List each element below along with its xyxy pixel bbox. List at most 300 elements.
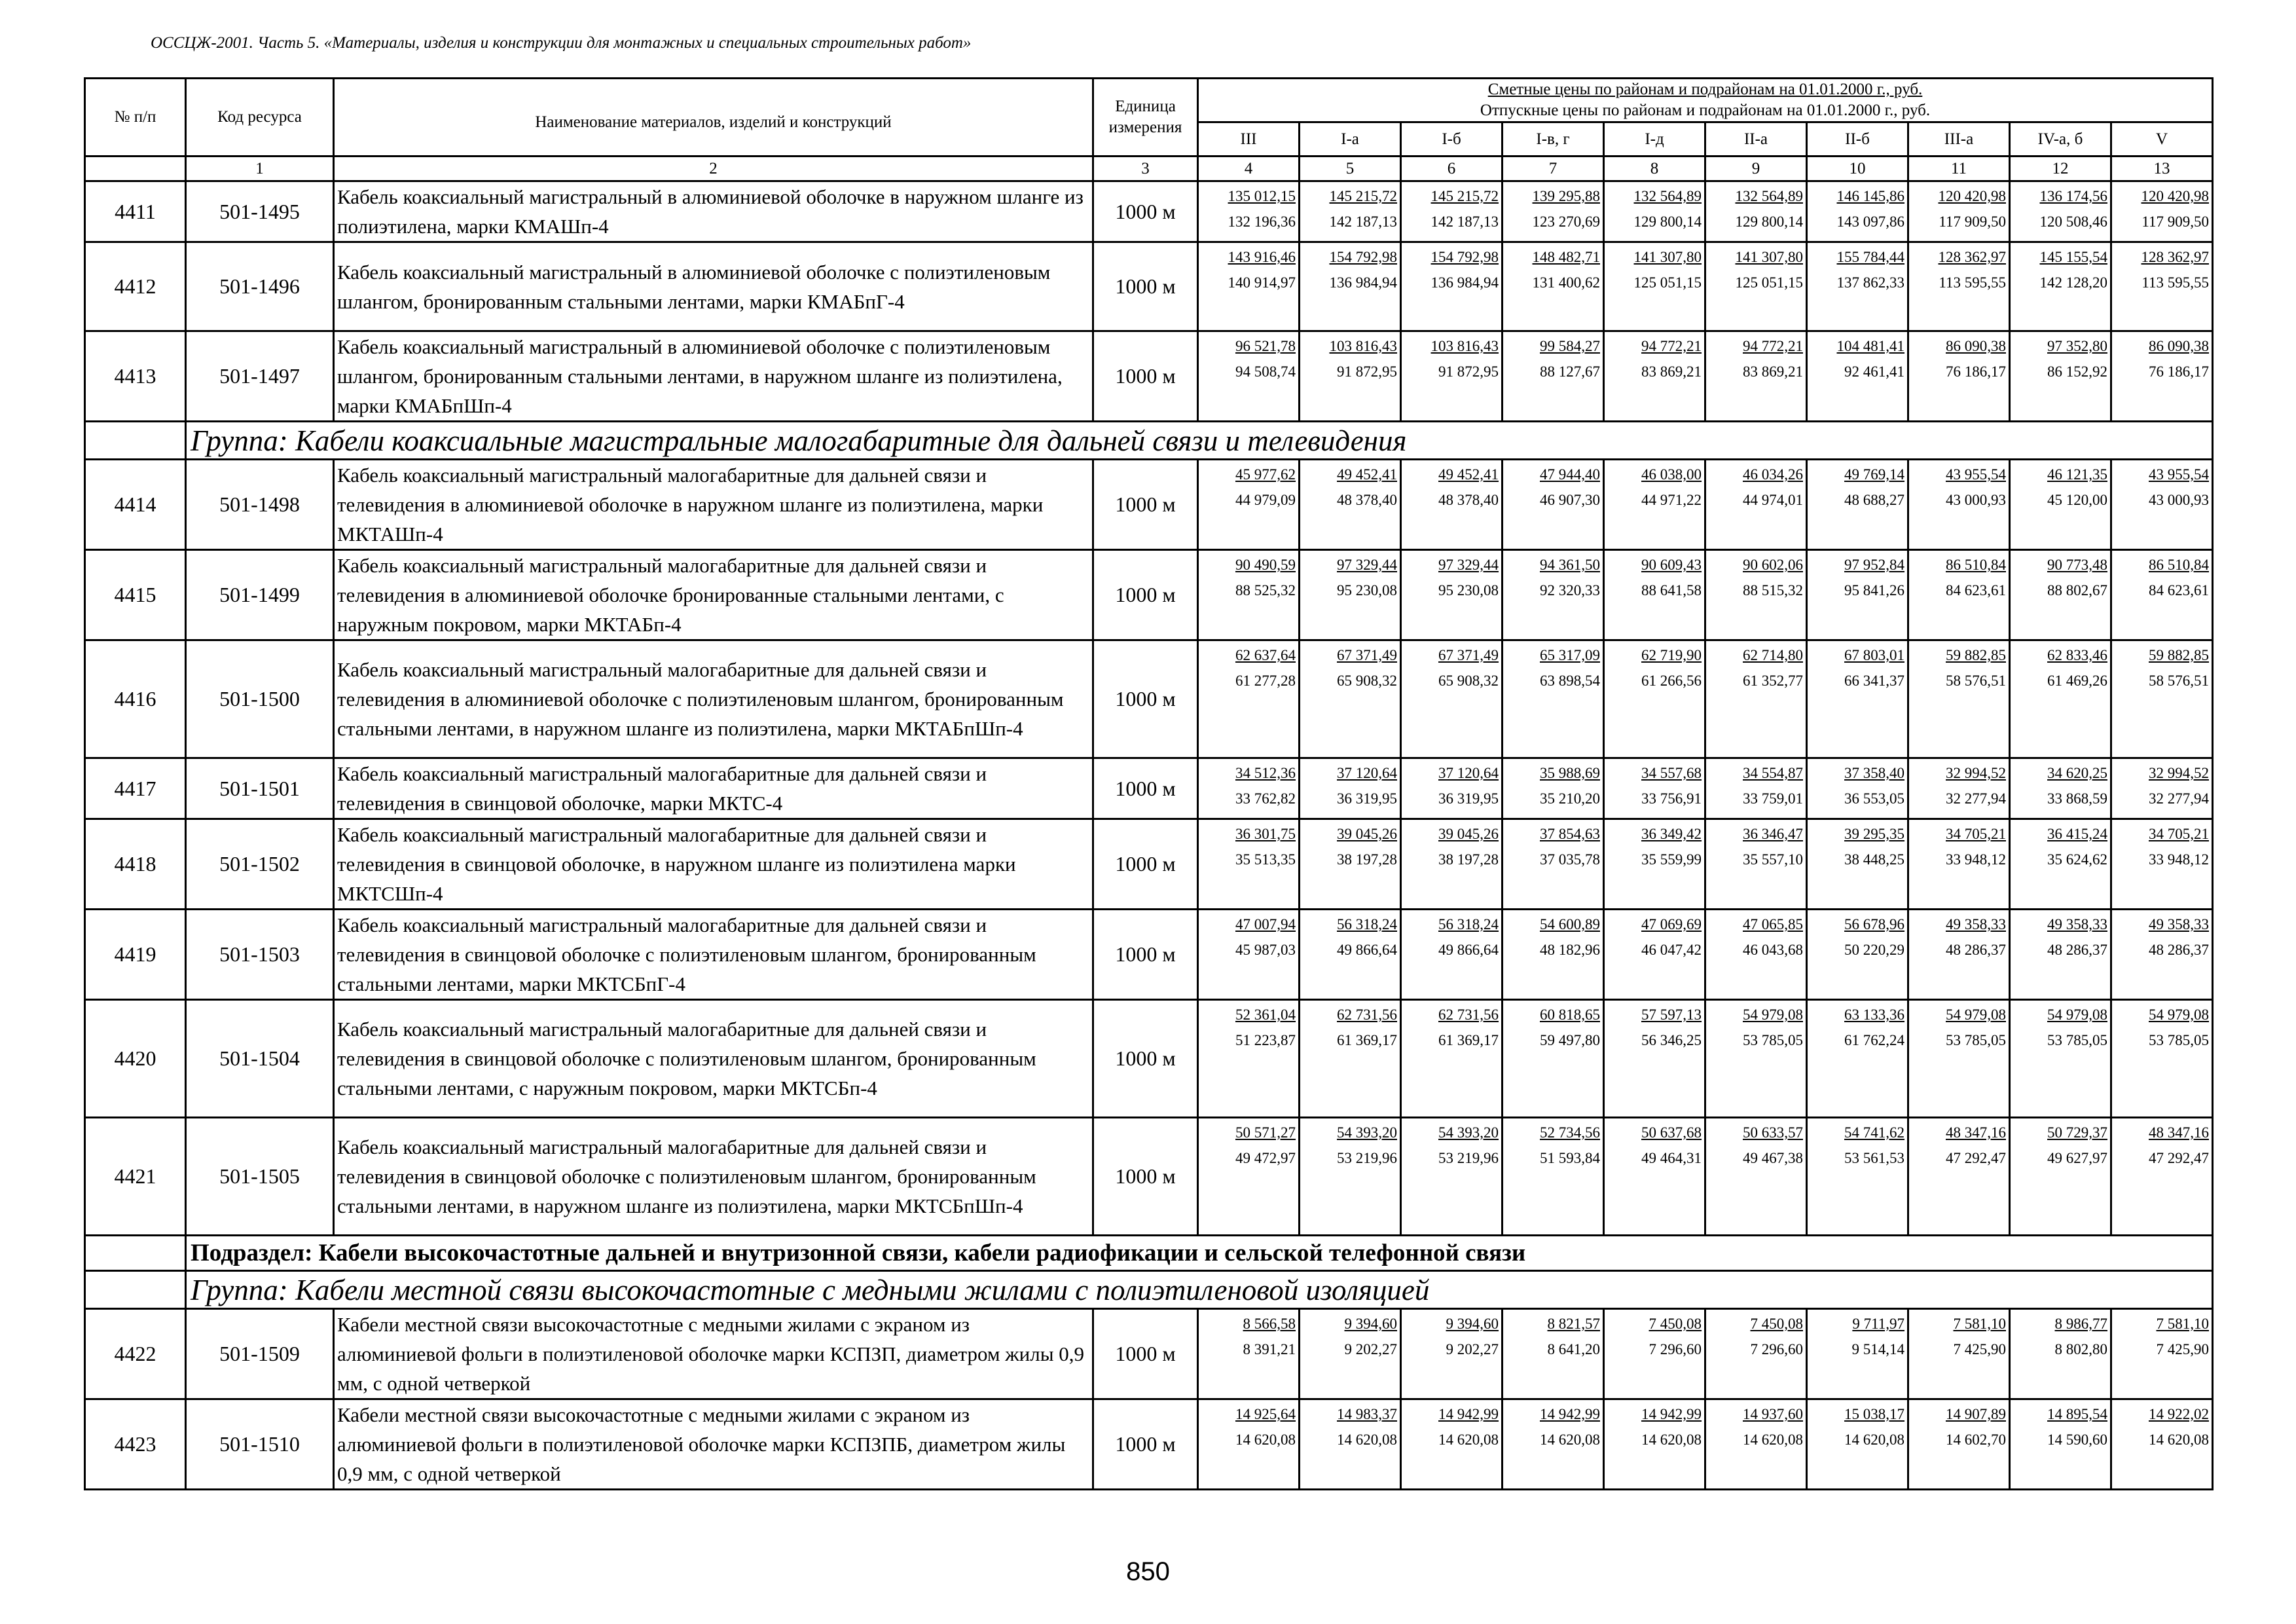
estimate-price: 54 979,08 [1946,1006,2006,1023]
empty-cell [85,1236,186,1271]
release-price: 50 220,29 [1844,942,1904,958]
estimate-price: 36 301,75 [1235,826,1296,842]
release-price: 14 620,08 [1337,1431,1397,1448]
estimate-price: 154 792,98 [1430,249,1499,265]
price-cell [1503,640,1604,758]
release-price: 76 186,17 [2149,363,2210,380]
price-cell [1300,331,1401,422]
header-column-number: 1 [186,157,334,181]
price-cell [1705,910,1807,1000]
estimate-price: 52 361,04 [1235,1006,1296,1023]
price-cell [1807,242,1908,331]
release-price: 44 979,09 [1235,492,1296,508]
price-cell [1908,331,2010,422]
estimate-price: 8 821,57 [1547,1316,1600,1332]
estimate-price: 14 937,60 [1743,1406,1803,1422]
estimate-price: 47 007,94 [1235,916,1296,932]
unit-of-measure: 1000 м [1093,550,1198,640]
resource-code: 501-1497 [186,331,334,422]
price-cell [2111,331,2213,422]
release-price: 53 219,96 [1337,1150,1397,1166]
material-name: Кабель коаксиальный магистральный в алюминиевой оболочке с полиэтиленовым шлангом, бронированным стальными лентами, марки КМАБпГ-4 [334,242,1093,331]
row-number: 4414 [85,460,186,550]
release-price: 35 559,99 [1641,851,1702,868]
estimate-price: 59 882,85 [2149,647,2210,663]
price-cell [2111,819,2213,910]
unit-of-measure: 1000 м [1093,640,1198,758]
price-cell [1198,331,1300,422]
price-cell [1401,242,1503,331]
price-cell [1604,1118,1705,1236]
group-row [85,1271,2213,1309]
release-price: 84 623,61 [1946,582,2006,599]
estimate-price: 62 637,64 [1235,647,1296,663]
price-cell [1604,331,1705,422]
header-district: IV-а, б [2010,122,2111,157]
price-cell [2010,181,2111,242]
release-price: 38 448,25 [1844,851,1904,868]
price-cell [1604,1399,1705,1490]
price-cell [1401,181,1503,242]
release-price: 91 872,95 [1438,363,1499,380]
row-number: 4420 [85,1000,186,1118]
resource-code: 501-1505 [186,1118,334,1236]
price-cell [1705,181,1807,242]
unit-of-measure: 1000 м [1093,1309,1198,1399]
price-cell [1807,640,1908,758]
estimate-price: 34 554,87 [1743,765,1803,781]
price-cell [1503,1118,1604,1236]
header-column-number: 7 [1503,157,1604,181]
header-unit: Единица измерения [1093,79,1198,157]
price-cell [1401,331,1503,422]
release-price: 14 620,08 [1743,1431,1803,1448]
release-price: 14 620,08 [2149,1431,2210,1448]
release-price: 14 620,08 [1641,1431,1702,1448]
estimate-price: 132 564,89 [1633,188,1702,204]
row-number: 4419 [85,910,186,1000]
estimate-price: 54 741,62 [1844,1124,1904,1141]
release-price: 48 688,27 [1844,492,1904,508]
estimate-price: 14 925,64 [1235,1406,1296,1422]
material-name: Кабель коаксиальный магистральный малогабаритные для дальней связи и телевидения в алюминиевой оболочке в наружном шланге из полиэтилена, марки МКТАШп-4 [334,460,1093,550]
price-cell [2111,640,2213,758]
price-cell [1604,640,1705,758]
estimate-price: 39 295,35 [1844,826,1904,842]
estimate-price: 7 581,10 [1953,1316,2006,1332]
price-cell [1705,1118,1807,1236]
estimate-price: 34 557,68 [1641,765,1702,781]
release-price: 53 785,05 [2149,1032,2210,1048]
group-row [85,422,2213,460]
price-cell [1807,1309,1908,1399]
release-price: 9 514,14 [1851,1341,1904,1357]
header-prices [1198,79,2213,122]
release-price: 49 467,38 [1743,1150,1803,1166]
release-price: 38 197,28 [1337,851,1397,868]
header-name: Наименование материалов, изделий и конструкций [334,79,1093,157]
release-price: 140 914,97 [1228,274,1296,291]
release-price: 36 553,05 [1844,790,1904,807]
price-cell [1503,242,1604,331]
release-price: 143 097,86 [1836,213,1904,230]
price-cell [1908,460,2010,550]
estimate-price: 90 602,06 [1743,557,1803,573]
material-name: Кабель коаксиальный магистральный малогабаритные для дальней связи и телевидения в свинцовой оболочке с полиэтиленовым шлангом, бронированным стальными лентами, в наружном шланге из полиэтилена, марки МКТСБпШп-4 [334,1118,1093,1236]
unit-of-measure: 1000 м [1093,819,1198,910]
header-district: I-б [1401,122,1503,157]
release-price: 136 984,94 [1430,274,1499,291]
estimate-price: 128 362,97 [2141,249,2210,265]
row-number: 4412 [85,242,186,331]
release-price: 113 595,55 [2141,274,2210,291]
price-cell [1198,819,1300,910]
header-district: I-д [1604,122,1705,157]
price-cell [1503,910,1604,1000]
header-npp: № п/п [85,79,186,157]
estimate-price: 50 633,57 [1743,1124,1803,1141]
price-cell [1198,1118,1300,1236]
price-cell [2010,819,2111,910]
release-price: 88 525,32 [1235,582,1296,599]
price-cell [1300,242,1401,331]
estimate-price: 15 038,17 [1844,1406,1904,1422]
price-cell [2010,1309,2111,1399]
price-cell [2111,758,2213,819]
release-price: 48 378,40 [1438,492,1499,508]
release-price: 95 230,08 [1337,582,1397,599]
release-price: 95 841,26 [1844,582,1904,599]
price-cell [1503,1000,1604,1118]
estimate-price: 49 452,41 [1438,466,1499,483]
price-cell [1198,181,1300,242]
release-price: 125 051,15 [1633,274,1702,291]
estimate-price: 67 803,01 [1844,647,1904,663]
release-price: 48 378,40 [1337,492,1397,508]
price-cell [2010,910,2111,1000]
estimate-price: 97 952,84 [1844,557,1904,573]
estimate-price: 34 512,36 [1235,765,1296,781]
page-number: 850 [1126,1557,1170,1586]
price-cell [1807,460,1908,550]
estimate-price: 47 065,85 [1743,916,1803,932]
release-price: 14 620,08 [1438,1431,1499,1448]
row-number: 4422 [85,1309,186,1399]
estimate-price: 57 597,13 [1641,1006,1702,1023]
estimate-price: 37 358,40 [1844,765,1904,781]
price-cell [1198,460,1300,550]
release-price: 61 352,77 [1743,673,1803,689]
release-price: 61 762,24 [1844,1032,1904,1048]
price-cell [2010,1000,2111,1118]
price-cell [1604,819,1705,910]
material-name: Кабели местной связи высокочастотные с медными жилами с экраном из алюминиевой фольги в полиэтиленовой оболочке марки КСПЗП, диаметром жилы 0,9 мм, с одной четверкой [334,1309,1093,1399]
table-row [85,1118,2213,1236]
estimate-price: 14 922,02 [2149,1406,2210,1422]
table-row [85,640,2213,758]
price-cell [1604,181,1705,242]
estimate-price: 46 038,00 [1641,466,1702,483]
estimate-price: 62 731,56 [1438,1006,1499,1023]
estimate-price: 65 317,09 [1540,647,1600,663]
release-price: 43 000,93 [1946,492,2006,508]
price-cell [1198,550,1300,640]
estimate-price: 56 678,96 [1844,916,1904,932]
price-cell [1503,550,1604,640]
estimate-price: 32 994,52 [2149,765,2210,781]
price-cell [1705,242,1807,331]
estimate-price: 145 215,72 [1329,188,1397,204]
release-price: 35 557,10 [1743,851,1803,868]
table-row [85,181,2213,242]
estimate-price: 37 854,63 [1540,826,1600,842]
release-price: 45 987,03 [1235,942,1296,958]
resource-code: 501-1504 [186,1000,334,1118]
price-cell [2111,181,2213,242]
estimate-price: 97 329,44 [1438,557,1499,573]
price-cell [2010,1399,2111,1490]
estimate-price: 34 705,21 [1946,826,2006,842]
resource-code: 501-1495 [186,181,334,242]
price-cell [1807,1399,1908,1490]
release-price: 88 802,67 [2047,582,2107,599]
release-price: 88 127,67 [1540,363,1600,380]
estimate-price: 136 174,56 [2039,188,2107,204]
release-price: 53 785,05 [2047,1032,2107,1048]
estimate-price: 148 482,71 [1532,249,1600,265]
release-price: 58 576,51 [2149,673,2210,689]
row-number: 4421 [85,1118,186,1236]
price-cell [1807,910,1908,1000]
release-price: 59 497,80 [1540,1032,1600,1048]
price-cell [1198,242,1300,331]
header-column-number: 9 [1705,157,1807,181]
material-name: Кабель коаксиальный магистральный малогабаритные для дальней связи и телевидения в свинцовой оболочке, в наружном шланге из полиэтилена марки МКТСШп-4 [334,819,1093,910]
price-cell [1604,910,1705,1000]
release-price: 61 369,17 [1337,1032,1397,1048]
header-district: II-а [1705,122,1807,157]
table-row [85,242,2213,331]
resource-code: 501-1502 [186,819,334,910]
estimate-price: 37 120,64 [1337,765,1397,781]
release-price: 48 286,37 [2149,942,2210,958]
release-price: 33 759,01 [1743,790,1803,807]
price-cell [1300,1399,1401,1490]
estimate-price: 48 347,16 [1946,1124,2006,1141]
release-price: 45 120,00 [2047,492,2107,508]
release-price: 58 576,51 [1946,673,2006,689]
price-cell [1807,550,1908,640]
table-row [85,550,2213,640]
estimate-price: 54 979,08 [2047,1006,2107,1023]
estimate-price: 50 729,37 [2047,1124,2107,1141]
price-cell [1705,331,1807,422]
header-column-number: 5 [1300,157,1401,181]
price-cell [1705,550,1807,640]
release-price: 88 641,58 [1641,582,1702,599]
header-column-number: 6 [1401,157,1503,181]
estimate-price: 45 977,62 [1235,466,1296,483]
estimate-price: 7 450,08 [1649,1316,1702,1332]
material-name: Кабель коаксиальный магистральный в алюминиевой оболочке с полиэтиленовым шлангом, бронированным стальными лентами, в наружном шланге из полиэтилена, марки КМАБпШп-4 [334,331,1093,422]
estimate-price: 43 955,54 [2149,466,2210,483]
release-price: 8 641,20 [1547,1341,1600,1357]
material-name: Кабель коаксиальный магистральный малогабаритные для дальней связи и телевидения в свинцовой оболочке с полиэтиленовым шлангом, бронированным стальными лентами, с наружным покровом, марки МКТСБп-4 [334,1000,1093,1118]
price-cell [2010,460,2111,550]
table-row [85,819,2213,910]
price-cell [1705,1309,1807,1399]
price-cell [1604,460,1705,550]
estimate-price: 54 979,08 [2149,1006,2210,1023]
estimate-price: 97 352,80 [2047,338,2107,354]
table-row [85,331,2213,422]
price-cell [1705,1399,1807,1490]
release-price: 61 369,17 [1438,1032,1499,1048]
release-price: 33 762,82 [1235,790,1296,807]
estimate-price: 132 564,89 [1735,188,1803,204]
price-cell [1908,640,2010,758]
release-price: 35 210,20 [1540,790,1600,807]
estimate-price: 128 362,97 [1938,249,2006,265]
release-price: 91 872,95 [1337,363,1397,380]
price-cell [1300,1000,1401,1118]
release-price: 14 602,70 [1946,1431,2006,1448]
release-price: 88 515,32 [1743,582,1803,599]
estimate-price: 141 307,80 [1735,249,1803,265]
estimate-price: 7 581,10 [2156,1316,2210,1332]
price-cell [2010,242,2111,331]
price-cell [1807,1000,1908,1118]
estimate-price: 39 045,26 [1337,826,1397,842]
estimate-price: 32 994,52 [1946,765,2006,781]
estimate-price: 86 090,38 [1946,338,2006,354]
release-price: 49 472,97 [1235,1150,1296,1166]
release-price: 142 187,13 [1329,213,1397,230]
estimate-price: 135 012,15 [1228,188,1296,204]
release-price: 8 802,80 [2054,1341,2107,1357]
unit-of-measure: 1000 м [1093,460,1198,550]
price-cell [1705,758,1807,819]
release-price: 129 800,14 [1633,213,1702,230]
estimate-price: 54 979,08 [1743,1006,1803,1023]
resource-code: 501-1499 [186,550,334,640]
unit-of-measure: 1000 м [1093,1399,1198,1490]
price-cell [1401,640,1503,758]
subsection-heading: Подраздел: Кабели высокочастотные дальней и внутризонной связи, кабели радиофикации и сельской телефонной связи [186,1236,2213,1271]
price-cell [1300,640,1401,758]
release-price: 53 219,96 [1438,1150,1499,1166]
release-price: 8 391,21 [1243,1341,1296,1357]
release-price: 32 277,94 [1946,790,2006,807]
header-column-number: 8 [1604,157,1705,181]
estimate-price: 35 988,69 [1540,765,1600,781]
estimate-price: 62 719,90 [1641,647,1702,663]
estimate-price: 94 772,21 [1743,338,1803,354]
release-price: 117 909,50 [2141,213,2210,230]
release-price: 63 898,54 [1540,673,1600,689]
resource-code: 501-1509 [186,1309,334,1399]
table-row [85,1309,2213,1399]
release-price: 14 620,08 [1540,1431,1600,1448]
price-cell [1807,1118,1908,1236]
price-cell [1401,460,1503,550]
estimate-price: 48 347,16 [2149,1124,2210,1141]
header-district: III [1198,122,1300,157]
estimate-price: 120 420,98 [2141,188,2210,204]
estimate-price: 146 145,86 [1836,188,1904,204]
release-price: 48 286,37 [1946,942,2006,958]
price-cell [1300,819,1401,910]
document-running-header: ОССЦЖ-2001. Часть 5. «Материалы, изделия и конструкции для монтажных и специальных строительных работ» [151,34,972,52]
resource-code: 501-1496 [186,242,334,331]
release-price: 66 341,37 [1844,673,1904,689]
estimate-price: 14 942,99 [1438,1406,1499,1422]
release-price: 137 862,33 [1836,274,1904,291]
header-column-number: 4 [1198,157,1300,181]
unit-of-measure: 1000 м [1093,910,1198,1000]
release-price: 51 593,84 [1540,1150,1600,1166]
unit-of-measure: 1000 м [1093,242,1198,331]
price-cell [2111,1399,2213,1490]
estimate-price: 63 133,36 [1844,1006,1904,1023]
estimate-price: 120 420,98 [1938,188,2006,204]
release-price: 35 513,35 [1235,851,1296,868]
release-price: 44 971,22 [1641,492,1702,508]
subsection-row [85,1236,2213,1271]
estimate-price: 54 600,89 [1540,916,1600,932]
release-price: 46 043,68 [1743,942,1803,958]
estimate-price: 36 349,42 [1641,826,1702,842]
price-cell [2010,550,2111,640]
release-price: 9 202,27 [1344,1341,1397,1357]
estimate-price: 90 773,48 [2047,557,2107,573]
release-price: 7 425,90 [2156,1341,2210,1357]
estimate-price: 52 734,56 [1540,1124,1600,1141]
estimate-price: 99 584,27 [1540,338,1600,354]
estimate-price: 155 784,44 [1836,249,1904,265]
row-number: 4416 [85,640,186,758]
price-cell [1300,181,1401,242]
release-price: 142 128,20 [2039,274,2107,291]
price-cell [1401,1000,1503,1118]
price-cell [1198,910,1300,1000]
release-price: 7 425,90 [1953,1341,2006,1357]
estimate-price: 36 415,24 [2047,826,2107,842]
price-cell [1503,181,1604,242]
price-cell [1908,910,2010,1000]
release-price: 92 461,41 [1844,363,1904,380]
estimate-price: 62 714,80 [1743,647,1803,663]
price-cell [1604,242,1705,331]
release-price: 125 051,15 [1735,274,1803,291]
estimate-price: 49 769,14 [1844,466,1904,483]
estimate-price: 90 609,43 [1641,557,1702,573]
release-price: 33 948,12 [1946,851,2006,868]
unit-of-measure: 1000 м [1093,1000,1198,1118]
release-price: 47 292,47 [1946,1150,2006,1166]
estimate-price: 50 637,68 [1641,1124,1702,1141]
release-price: 83 869,21 [1641,363,1702,380]
material-name: Кабель коаксиальный магистральный малогабаритные для дальней связи и телевидения в алюминиевой оболочке с полиэтиленовым шлангом, бронированным стальными лентами, в наружном шланге из полиэтилена, марки МКТАБпШп-4 [334,640,1093,758]
price-cell [1604,1000,1705,1118]
header-column-number: 13 [2111,157,2213,181]
table-row [85,910,2213,1000]
release-price: 83 869,21 [1743,363,1803,380]
estimate-price: 60 818,65 [1540,1006,1600,1023]
price-cell [1401,1118,1503,1236]
price-cell [2010,1118,2111,1236]
release-price: 56 346,25 [1641,1032,1702,1048]
